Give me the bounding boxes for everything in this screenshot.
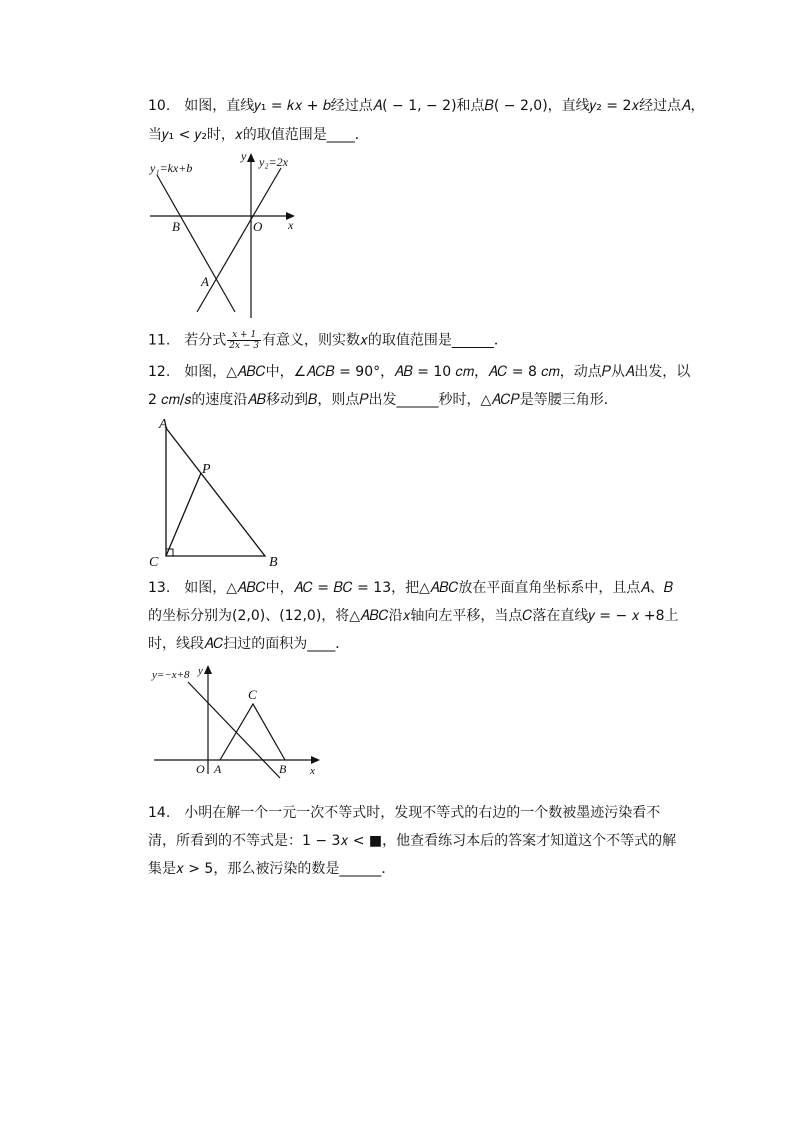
q11-suffix: 有意义，则实数𝑥的取值范围是______． [262,332,508,349]
q14-line-1: 14. 小明在解一个一元一次不等式时，发现不等式的右边的一个数被墨迹污染看不 [148,805,661,821]
q12-line-2: 2 𝑐𝑚/𝑠的速度沿𝐴𝐵移动到𝐵，则点𝑃出发______秒时，△𝐴𝐶𝑃是等腰三角形． [148,392,618,408]
q10-figure [145,150,305,320]
q13-fig-point-C: C [248,687,257,702]
q12-fig-point-B: B [269,555,278,570]
q10-fig-y-axis-label: y [241,150,247,163]
q11-fraction-numerator: x + 1 [227,330,261,341]
q10-fig-x-axis-label: x [288,218,294,232]
q10-fig-point-O: O [253,219,263,234]
q13-line-1: 13. 如图，△𝐴𝐵𝐶中，𝐴𝐶 = 𝐵𝐶 = 13，把△𝐴𝐵𝐶放在平面直角坐标系中，且点𝐴、𝐵 [148,580,674,596]
q13-fig-y-axis-label: y [198,665,203,677]
q10-fig-point-A: A [201,274,209,289]
q11-line [148,330,508,351]
q10-fig-y1-label: y₁=kx+b [150,161,193,175]
q11-prefix: 11. 若分式 [148,332,227,349]
q13-fig-x-axis-label: x [310,765,315,777]
q10-fig-y2-label: y₂=2x [259,155,288,169]
q13-fig-point-B: B [279,762,287,776]
q14-line-2: 清，所看到的不等式是：1 − 3𝑥 < ■，他查看练习本后的答案才知道这个不等式的解 [148,833,677,849]
q13-fig-point-A: A [214,762,222,776]
q11-fraction-denominator: 2x − 3 [229,341,260,351]
q11-fraction [227,330,261,351]
q12-figure [145,413,295,573]
q10-line-1: 10. 如图，直线𝑦₁ = 𝑘𝑥 + 𝑏经过点𝐴( − 1, − 2)和点𝐵( − 2,0)，直线𝑦₂ = 2𝑥经过点𝐴， [148,98,705,114]
q13-line-3: 时，线段𝐴𝐶扫过的面积为____． [148,636,350,652]
q13-line-2: 的坐标分别为(2,0)、(12,0)，将△𝐴𝐵𝐶沿𝑥轴向左平移，当点𝐶落在直线𝑦 = − 𝑥 +8上 [148,608,679,624]
q13-figure [150,662,325,782]
q13-fig-point-O: O [196,762,205,776]
q13-fig-line-label: y=−x+8 [152,669,190,681]
q10-fig-point-B: B [172,219,180,234]
q12-fig-point-A: A [159,417,168,432]
q10-line-2: 当𝑦₁ < 𝑦₂时，𝑥的取值范围是____． [148,127,369,143]
q14-line-3: 集是𝑥 > 5，那么被污染的数是______． [148,861,396,877]
q12-fig-point-C: C [149,555,159,570]
q12-fig-point-P: P [202,462,211,477]
q12-line-1: 12. 如图，△𝐴𝐵𝐶中，∠𝐴𝐶𝐵 = 90°，𝐴𝐵 = 10 𝑐𝑚，𝐴𝐶 = 8 𝑐𝑚，动点𝑃从𝐴出发，以 [148,364,691,380]
